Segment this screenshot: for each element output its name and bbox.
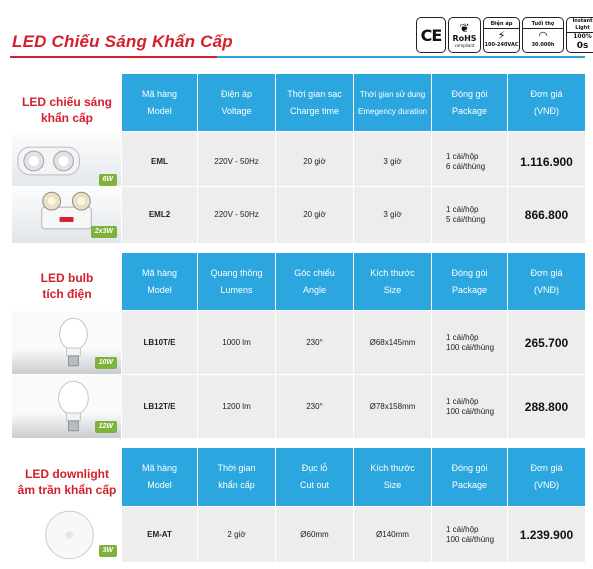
title-divider [10,56,585,58]
cell-charge-time: 20 giờ [276,187,354,243]
gauge-icon: ◠ [538,29,548,42]
cell-cut-out: Ø60mm [276,507,354,562]
package-line: 1 cái/hộp [446,524,479,534]
section-label-line: LED chiếu sáng [21,95,113,109]
header-duration [354,74,432,132]
package-line: 5 cái/thùng [446,215,486,224]
product-image-eml2 [12,187,122,243]
cell-package [432,311,508,374]
product-image-em-at [12,507,122,562]
section-label-line: âm trần khẩn cấp [17,483,117,497]
table-row [12,374,585,438]
package-line: 1 cái/hộp [446,332,479,342]
header-charge-time [276,74,354,132]
table-row [12,186,585,243]
header-size [354,448,432,506]
cell-charge-time: 20 giờ [276,132,354,191]
cell-model: EML [122,132,198,191]
cell-model: LB10T/E [122,311,198,374]
header-text: Đục lỗ [301,463,328,473]
cell-size: Ø140mm [354,507,432,562]
header-text: Đơn giá [530,267,563,278]
header-text: Model [147,284,172,295]
header-model [122,448,198,506]
lightning-icon: ⚡ [497,29,506,42]
table-header-emergency [122,74,585,132]
cell-price: 288.800 [524,399,569,414]
cell-size: Ø68x145mm [354,311,432,374]
header-lumens [198,253,276,310]
header-text: Kích thước [370,267,415,278]
cell-price: 866.800 [524,208,569,222]
header-model [122,74,198,132]
product-image-lb12 [12,375,122,438]
cell-angle: 230° [276,375,354,438]
cell-package [432,375,508,438]
cell-angle: 230° [276,311,354,374]
cell-package [432,132,508,191]
section-label-downlight [12,466,122,498]
header-text: (VNĐ) [534,480,559,490]
header-text: (VNĐ) [534,284,559,295]
leaf-icon: ❦ [459,21,470,35]
header-price [508,253,585,310]
cell-model: EML2 [122,187,198,243]
rohs-icon [448,17,481,53]
cell-voltage: 220V - 50Hz [198,132,276,191]
header-text: Model [147,480,172,490]
section-label-line: LED downlight [25,467,109,481]
section-label-line: LED bulb [40,271,94,285]
wattage-badge: 12W [95,421,117,433]
header-text: Cut out [299,480,330,490]
header-text: Size [383,284,402,295]
instant-caption: Instant Light [567,18,593,33]
header-text: Thời gian sạc [287,89,342,99]
table-header-downlight [122,448,585,506]
header-text: Model [147,106,172,116]
wattage-badge: 2x3W [91,226,117,238]
header-text: Đơn giá [530,89,563,99]
header-text: Góc chiếu [294,267,335,278]
header-package [432,448,508,506]
header-text: Đóng gói [451,89,488,99]
header-angle [276,253,354,310]
cell-package [432,187,508,243]
header-text: Đóng gói [451,267,488,278]
header-text: Charge time [289,106,340,116]
voltage-caption: Điện áp [484,21,519,29]
header-model [122,253,198,310]
wattage-badge: 6W [99,174,118,186]
lifetime-caption: Tuổi thọ [523,21,563,29]
section-label-bulb [12,270,122,302]
header-text: Package [451,480,488,490]
header-text: Điện áp [220,89,253,99]
package-line: 100 cái/thùng [446,342,495,352]
header-text: Lumens [220,284,253,295]
ce-mark-label: CE [420,25,442,45]
cell-lumens: 1200 lm [198,375,276,438]
header-text: Đóng gói [451,463,488,473]
certification-badges [416,17,593,53]
cell-duration: 3 giờ [354,187,432,243]
header-voltage [198,74,276,132]
header-text: Size [383,480,402,490]
header-text: Angle [302,284,327,295]
header-text: Quang thông [210,267,263,278]
voltage-badge [483,17,520,53]
product-image-eml [12,132,122,191]
header-package [432,253,508,310]
header-emergency-time [198,448,276,506]
header-package [432,74,508,132]
rohs-label: RoHS [452,34,477,43]
header-text: Package [451,284,488,295]
header-text: Package [451,106,488,116]
package-line: 1 cái/hộp [446,151,479,161]
cell-size: Ø78x158mm [354,375,432,438]
package-line: 100 cái/thùng [446,406,495,416]
package-line: 1 cái/hộp [446,396,479,406]
lifetime-badge [522,17,564,53]
header-text: Thời gian sử dụng [359,90,426,99]
table-header-bulb [122,253,585,310]
ce-mark-icon [416,17,446,53]
cell-price: 1.239.900 [519,527,574,542]
header-price [508,74,585,132]
header-text: Đơn giá [530,463,563,473]
wattage-badge: 10W [95,357,117,369]
instant-percent: 100% [573,33,592,40]
package-line: 1 cái/hộp [446,205,479,214]
header-text: Kích thước [370,463,415,473]
header-price [508,448,585,506]
header-text: khẩn cấp [218,480,255,490]
cell-emergency-time: 2 giờ [198,507,276,562]
header-text: (VNĐ) [534,106,559,116]
rohs-sublabel: compliant [454,43,475,48]
package-line: 6 cái/thùng [446,161,486,171]
table-row [12,310,585,374]
header-size [354,253,432,310]
cell-lumens: 1000 lm [198,311,276,374]
section-label-line: khẩn cấp [40,111,94,125]
lifetime-value: 30.000h [531,42,555,48]
header-cut-out [276,448,354,506]
voltage-value: 100-240VAC [484,42,519,48]
cell-model: EM-AT [122,507,198,562]
cell-duration: 3 giờ [354,132,432,191]
header-text: Thời gian [217,463,256,473]
cell-package [432,507,508,562]
cell-price: 265.700 [524,335,569,350]
table-row [12,506,585,562]
section-label-line: tích điện [42,287,92,301]
product-image-lb10 [12,311,122,374]
page-title: LED Chiếu Sáng Khẩn Cấp [12,32,233,51]
header-text: Mã hàng [141,463,178,473]
cell-voltage: 220V - 50Hz [198,187,276,243]
wattage-badge: 3W [99,545,118,557]
package-line: 100 cái/thùng [446,534,495,544]
header-text: Voltage [221,106,252,116]
cell-price: 1.116.900 [520,154,573,169]
section-label-emergency [12,94,122,126]
instant-zero: 0s [576,41,589,51]
header-text: Mã hàng [141,89,178,99]
header-text: Emegency duration [358,107,427,116]
table-row [12,131,585,191]
header-text: Mã hàng [141,267,178,278]
cell-model: LB12T/E [122,375,198,438]
instant-light-badge [566,17,593,53]
